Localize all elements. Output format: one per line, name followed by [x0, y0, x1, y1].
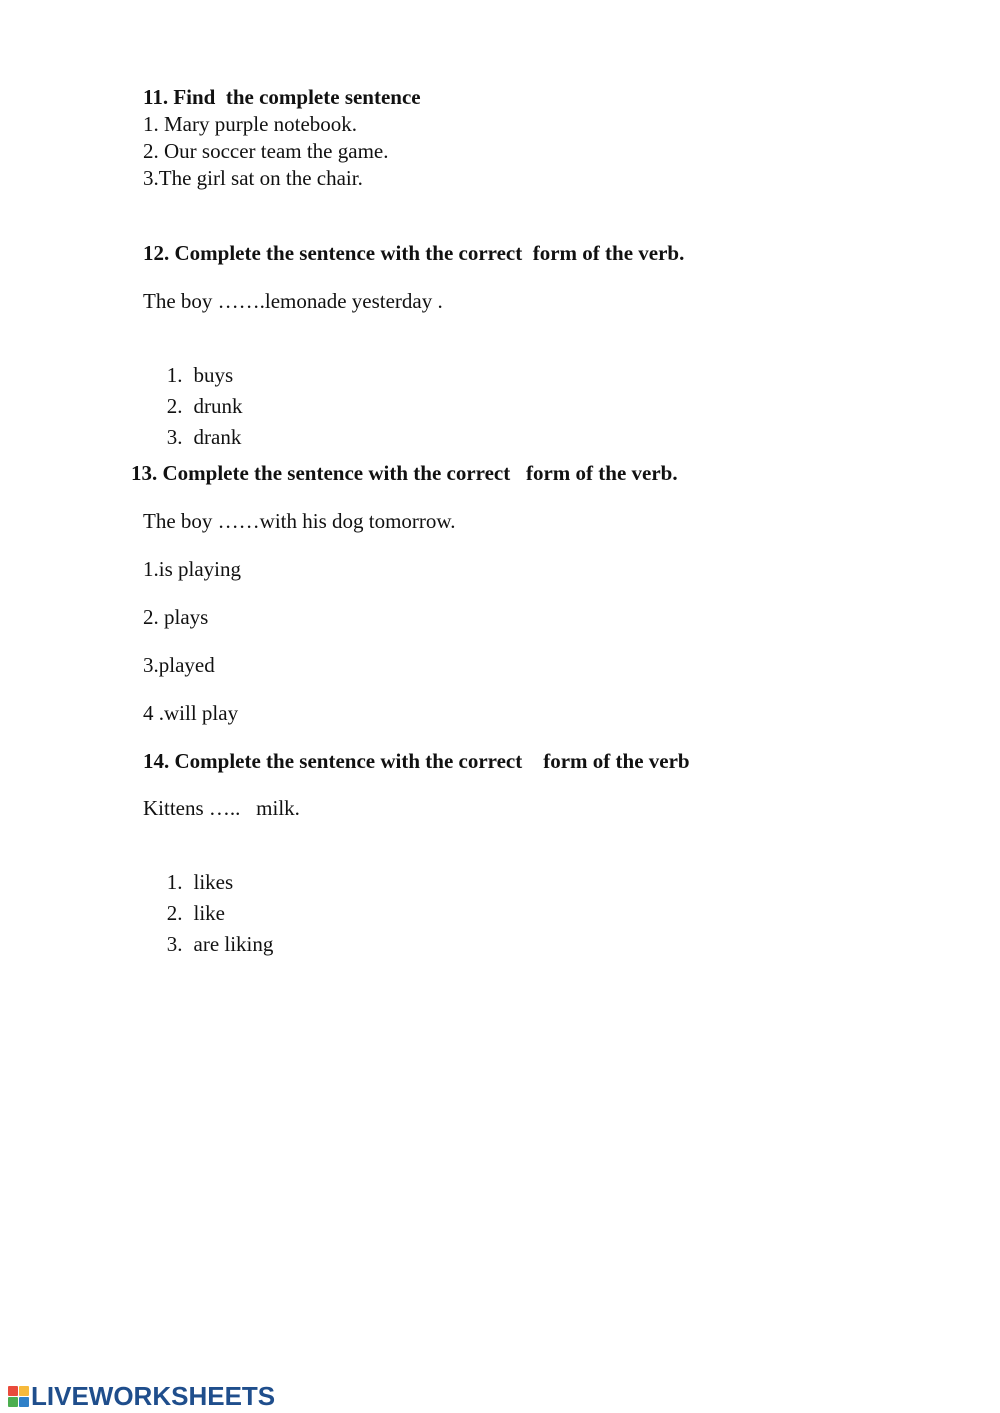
q11-item-3: 3.The girl sat on the chair.: [143, 166, 363, 190]
q12-option-3: [142, 398, 241, 450]
q12-sentence: The boy …….lemonade yesterday .: [143, 289, 443, 313]
q14-option-2-text: like: [193, 901, 225, 925]
q13-option-1: 1.is playing: [143, 557, 241, 581]
q12-option-2-text: drunk: [193, 394, 243, 418]
q13-option-3: 3.played: [143, 653, 215, 677]
q14-option-3: [142, 905, 273, 957]
logo-blocks-icon: [8, 1386, 29, 1407]
logo-block-2: [19, 1386, 29, 1396]
q14-option-2-number: 2.: [166, 901, 183, 925]
logo-block-3: [8, 1397, 18, 1407]
q12-heading: 12. Complete the sentence with the correct form of the verb.: [143, 241, 685, 265]
q12-option-1-text: buys: [193, 363, 234, 387]
q13-option-4: 4 .will play: [143, 701, 239, 725]
q12-option-3-number: 3.: [166, 425, 183, 449]
liveworksheets-logo: [8, 1382, 275, 1410]
q13-sentence: The boy ……with his dog tomorrow.: [143, 509, 456, 533]
q13-option-2: 2. plays: [143, 605, 209, 629]
q14-option-3-text: are liking: [193, 932, 274, 956]
q11-heading: 11. Find the complete sentence: [143, 85, 421, 109]
logo-text: LIVEWORKSHEETS: [31, 1381, 276, 1411]
q12-option-3-text: drank: [193, 425, 242, 449]
q14-heading: 14. Complete the sentence with the correct form of the verb: [143, 749, 690, 773]
logo-block-1: [8, 1386, 18, 1396]
q13-heading: 13. Complete the sentence with the correct form of the verb.: [131, 461, 678, 485]
q12-option-1-number: 1.: [166, 363, 183, 387]
q14-option-1-number: 1.: [166, 870, 183, 894]
q11-item-2: 2. Our soccer team the game.: [143, 139, 389, 163]
logo-block-4: [19, 1397, 29, 1407]
q14-option-1-text: likes: [193, 870, 234, 894]
q11-item-1: 1. Mary purple notebook.: [143, 112, 358, 136]
q14-option-3-number: 3.: [166, 932, 183, 956]
q12-option-2-number: 2.: [166, 394, 183, 418]
q14-sentence: Kittens ….. milk.: [143, 796, 300, 820]
